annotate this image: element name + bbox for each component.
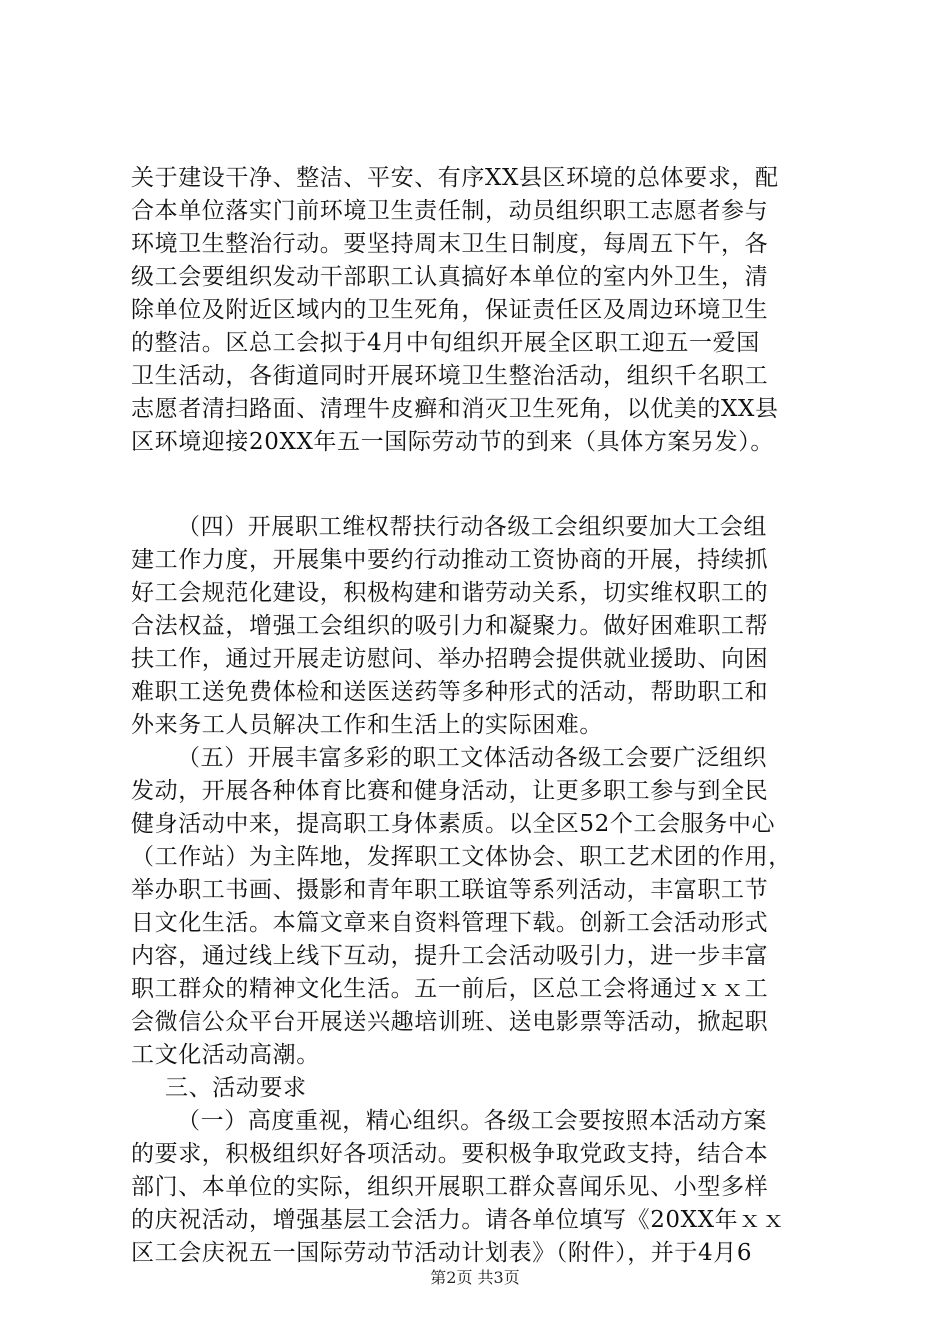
text-line: 卫生活动，各街道同时开展环境卫生整治活动，组织千名职工 <box>131 363 769 389</box>
text-line: 工文化活动高潮。 <box>131 1042 320 1068</box>
text-line: 部门、本单位的实际，组织开展职工群众喜闻乐见、小型多样 <box>131 1174 769 1200</box>
text-line: 的要求，积极组织好各项活动。要积极争取党政支持，结合本 <box>131 1141 769 1167</box>
paragraph-spacer <box>131 459 831 511</box>
text-line: 外来务工人员解决工作和生活上的实际困难。 <box>131 712 603 738</box>
text-line: 健身活动中来，提高职工身体素质。以全区52个工会服务中心 <box>131 811 776 837</box>
page-footer <box>0 1268 950 1288</box>
text-line: 志愿者清扫路面、清理牛皮癣和消灭卫生死角，以优美的XX县 <box>131 396 779 422</box>
text-line: （五）开展丰富多彩的职工文体活动各级工会要广泛组织 <box>177 745 767 771</box>
text-line: 职工群众的精神文化生活。五一前后，区总工会将通过ｘｘ工 <box>131 976 769 1002</box>
text-line: 难职工送免费体检和送医送药等多种形式的活动，帮助职工和 <box>131 679 769 705</box>
text-line: 举办职工书画、摄影和青年职工联谊等系列活动，丰富职工节 <box>131 877 769 903</box>
text-line: 好工会规范化建设，积极构建和谐劳动关系，切实维权职工的 <box>131 580 769 606</box>
text-line: 合本单位落实门前环境卫生责任制，动员组织职工志愿者参与 <box>131 198 769 224</box>
text-line: 区工会庆祝五一国际劳动节活动计划表》（附件），并于4月6 <box>131 1240 753 1266</box>
text-line: （工作站）为主阵地，发挥职工文体协会、职工艺术团的作用， <box>131 844 792 870</box>
text-line: 扶工作，通过开展走访慰问、举办招聘会提供就业援助、向困 <box>131 646 769 672</box>
text-line: 合法权益，增强工会组织的吸引力和凝聚力。做好困难职工帮 <box>131 613 769 639</box>
paragraph-environment <box>131 162 831 459</box>
paragraph-rights-assistance <box>131 511 831 742</box>
paragraph-requirements <box>131 1105 831 1270</box>
text-line: （一）高度重视，精心组织。各级工会要按照本活动方案 <box>177 1108 767 1134</box>
text-line: 会微信公众平台开展送兴趣培训班、送电影票等活动，掀起职 <box>131 1009 769 1035</box>
section-heading: 三、活动要求 <box>165 1075 307 1101</box>
text-line: 级工会要组织发动干部职工认真搞好本单位的室内外卫生，清 <box>131 264 769 290</box>
document-body <box>131 162 831 1270</box>
text-line: 环境卫生整治行动。要坚持周末卫生日制度，每周五下午，各 <box>131 231 769 257</box>
text-line: 关于建设干净、整洁、平安、有序XX县区环境的总体要求，配 <box>131 165 779 191</box>
text-line: 建工作力度，开展集中要约行动推动工资协商的开展，持续抓 <box>131 547 769 573</box>
page-indicator: 第2页 共3页 <box>430 1268 520 1287</box>
text-line: 发动，开展各种体育比赛和健身活动，让更多职工参与到全民 <box>131 778 769 804</box>
text-line: 的整洁。区总工会拟于4月中旬组织开展全区职工迎五一爱国 <box>131 330 760 356</box>
paragraph-cultural-activities <box>131 742 831 1072</box>
text-line: 内容，通过线上线下互动，提升工会活动吸引力，进一步丰富 <box>131 943 769 969</box>
text-line: 的庆祝活动，增强基层工会活力。请各单位填写《20XX年ｘｘ <box>131 1207 786 1233</box>
text-line: 日文化生活。本篇文章来自资料管理下载。创新工会活动形式 <box>131 910 769 936</box>
text-line: 区环境迎接20XX年五一国际劳动节的到来（具体方案另发）。 <box>131 429 774 455</box>
text-line: （四）开展职工维权帮扶行动各级工会组织要加大工会组 <box>177 514 767 540</box>
text-line: 除单位及附近区域内的卫生死角，保证责任区及周边环境卫生 <box>131 297 769 323</box>
